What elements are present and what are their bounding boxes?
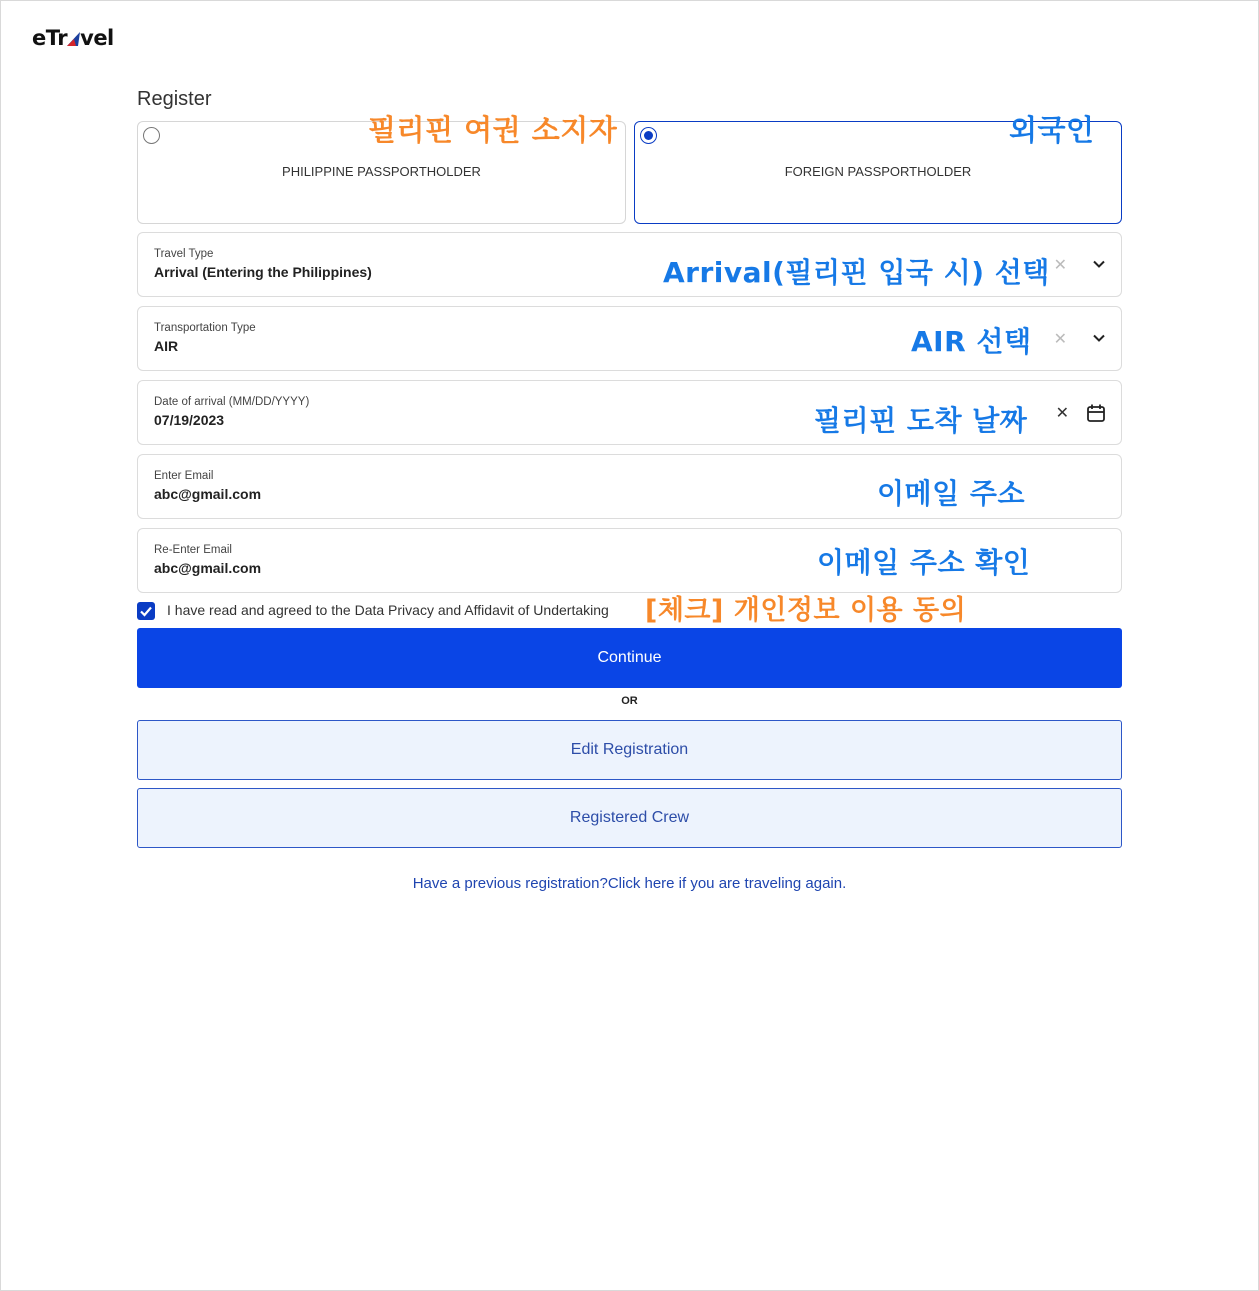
registered-crew-button[interactable]: Registered Crew: [137, 788, 1122, 848]
chevron-down-icon[interactable]: [1092, 331, 1106, 345]
annotation-email: 이메일 주소: [877, 477, 1025, 510]
arrival-date-value[interactable]: 07/19/2023: [154, 412, 225, 428]
philippine-option-label: PHILIPPINE PASSPORTHOLDER: [282, 164, 481, 179]
annotation-foreign: 외국인: [1009, 113, 1095, 147]
arrival-date-label: Date of arrival (MM/DD/YYYY): [154, 396, 310, 408]
previous-registration-link[interactable]: Have a previous registration?Click here if you are traveling again.: [412, 875, 847, 892]
email-value[interactable]: abc@gmail.com: [154, 486, 262, 502]
travel-type-value: Arrival (Entering the Philippines): [154, 264, 372, 280]
annotation-re-email: 이메일 주소 확인: [817, 546, 1031, 579]
agreement-label: I have read and agreed to the Data Privacy and Affidavit of Undertaking: [167, 602, 609, 618]
re-email-label: Re-Enter Email: [154, 544, 232, 556]
calendar-icon[interactable]: [1086, 403, 1106, 423]
transportation-type-label: Transportation Type: [154, 322, 256, 334]
logo-mark-icon: [67, 31, 80, 47]
check-icon: [139, 604, 153, 618]
email-label: Enter Email: [154, 470, 214, 482]
close-icon[interactable]: ✕: [1053, 331, 1067, 348]
edit-registration-button[interactable]: Edit Registration: [137, 720, 1122, 780]
page-title: Register: [137, 88, 212, 110]
foreign-radio-button[interactable]: [640, 127, 657, 144]
chevron-down-icon[interactable]: [1092, 257, 1106, 271]
close-icon[interactable]: ✕: [1053, 257, 1067, 274]
or-divider: OR: [621, 695, 638, 707]
foreign-option-label: FOREIGN PASSPORTHOLDER: [784, 164, 972, 179]
philippine-radio-button[interactable]: [143, 127, 160, 144]
annotation-arrival-date: 필리핀 도착 날짜: [814, 404, 1028, 437]
close-icon[interactable]: ✕: [1055, 405, 1069, 422]
annotation-travel-type: Arrival(필리핀 입국 시) 선택: [663, 256, 1050, 289]
annotation-philippine: 필리핀 여권 소지자: [368, 113, 618, 147]
annotation-transport: AIR 선택: [911, 325, 1032, 358]
etravel-logo: eTr vel: [32, 26, 114, 50]
annotation-agree: [체크] 개인정보 이용 동의: [645, 595, 967, 626]
re-email-value[interactable]: abc@gmail.com: [154, 560, 262, 576]
continue-button[interactable]: Continue: [137, 628, 1122, 688]
agreement-checkbox[interactable]: [137, 602, 155, 620]
transportation-type-value: AIR: [154, 338, 179, 354]
travel-type-label: Travel Type: [154, 248, 214, 260]
